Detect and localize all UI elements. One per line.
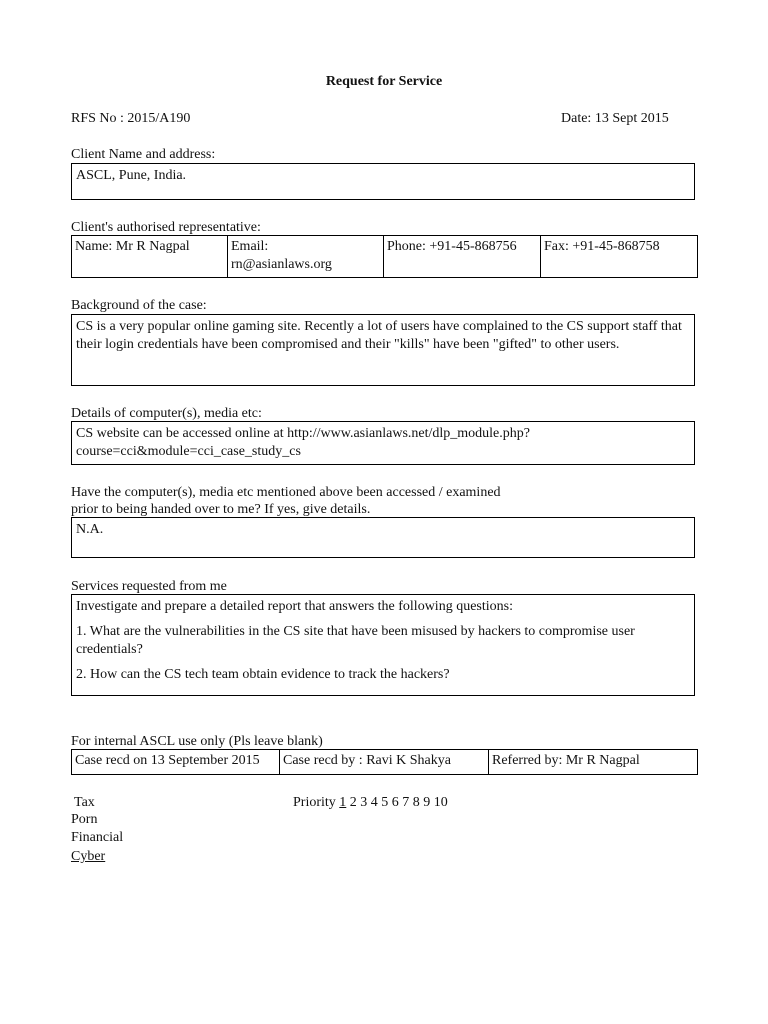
rep-phone: Phone: +91-45-868756 — [387, 239, 517, 254]
representative-label: Client's authorised representative: — [71, 220, 261, 235]
rep-phone-cell — [384, 236, 541, 278]
category-tax: Tax — [74, 795, 95, 810]
internal-label: For internal ASCL use only (Pls leave blank) — [71, 734, 323, 749]
case-received-by-cell — [280, 750, 489, 775]
client-box — [71, 163, 695, 200]
category-porn: Porn — [71, 812, 98, 827]
client-value: ASCL, Pune, India. — [76, 168, 187, 183]
examined-box — [71, 517, 695, 558]
category-cyber: Cyber — [71, 849, 106, 864]
priority-label: Priority — [293, 795, 336, 810]
rep-fax-cell — [541, 236, 698, 278]
services-question-1: 1. What are the vulnerabilities in the CS site that have been misused by hackers to compromise user credentials? — [76, 624, 635, 657]
case-received-on: Case recd on 13 September 2015 — [75, 753, 260, 768]
rfs-number: RFS No : 2015/A190 — [71, 111, 191, 126]
page-title: Request for Service — [325, 74, 443, 89]
request-date: Date: 13 Sept 2015 — [561, 111, 669, 126]
referred-by: Referred by: Mr R Nagpal — [492, 753, 640, 768]
examined-label-line-2: prior to being handed over to me? If yes, give details. — [71, 502, 371, 517]
computers-label: Details of computer(s), media etc: — [71, 406, 262, 421]
case-received-on-cell — [72, 750, 280, 775]
computers-line-2: course=cci&module=cci_case_study_cs — [76, 444, 301, 459]
services-box — [71, 594, 695, 696]
examined-label-line-1: Have the computer(s), media etc mentioned above been accessed / examined — [71, 485, 501, 500]
rep-email-cell — [228, 236, 384, 278]
services-intro: Investigate and prepare a detailed report that answers the following questions: — [76, 599, 513, 614]
category-financial: Financial — [71, 830, 124, 845]
client-label: Client Name and address: — [71, 147, 216, 162]
representative-table — [71, 235, 698, 278]
rep-email-value: rn@asianlaws.org — [231, 257, 332, 272]
rep-name-cell — [72, 236, 228, 278]
referred-by-cell — [489, 750, 698, 775]
services-label: Services requested from me — [71, 579, 227, 594]
priority-selected: 1 — [339, 795, 347, 810]
priority-options: 2 3 4 5 6 7 8 9 10 — [349, 795, 448, 810]
computers-line-1: CS website can be accessed online at http://www.asianlaws.net/dlp_module.php? — [76, 426, 530, 441]
case-received-by: Case recd by : Ravi K Shakya — [283, 753, 451, 768]
examined-value: N.A. — [76, 522, 104, 537]
priority-row — [293, 794, 448, 812]
rep-fax: Fax: +91-45-868758 — [544, 239, 660, 254]
internal-table — [71, 749, 698, 775]
computers-box — [71, 421, 695, 465]
background-box — [71, 314, 695, 386]
rep-email-label: Email: — [231, 239, 269, 254]
background-label: Background of the case: — [71, 298, 207, 313]
background-value: CS is a very popular online gaming site. Recently a lot of users have complained to the CS support staff that their login credentials have been compromised and their "kills" have been "gifted" to other users. — [76, 319, 682, 352]
services-question-2: 2. How can the CS tech team obtain evidence to track the hackers? — [76, 667, 450, 682]
rep-name: Name: Mr R Nagpal — [75, 239, 190, 254]
